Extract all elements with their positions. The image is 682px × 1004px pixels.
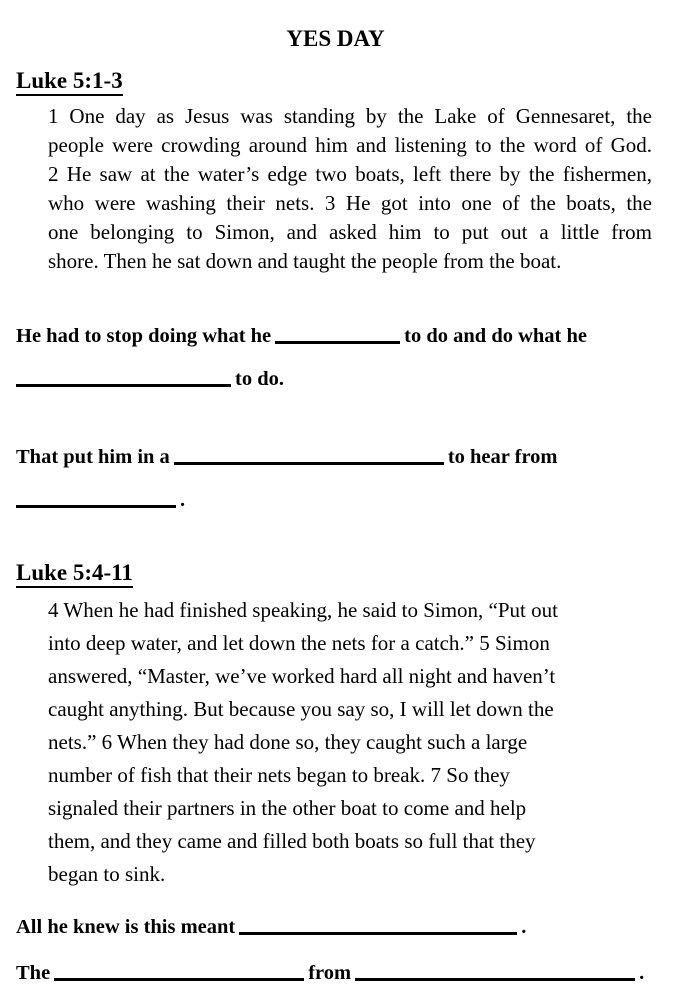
page-title: YES DAY bbox=[286, 26, 385, 51]
passage-line: one belonging to Simon, and asked him to put out a little from bbox=[48, 220, 652, 244]
passage-line: people were crowding around him and listening to the word of God. bbox=[48, 133, 652, 157]
question-3-line-1 bbox=[16, 913, 655, 942]
passage-line: began to sink. bbox=[48, 862, 166, 886]
question-1-text-3: to do. bbox=[235, 368, 284, 390]
question-2-line-2 bbox=[16, 486, 655, 515]
passage-line: number of fish that their nets began to break. 7 So they bbox=[48, 763, 510, 787]
section-heading-text: Luke 5:1-3 bbox=[16, 69, 123, 96]
passage-line: them, and they came and filled both boats so full that they bbox=[48, 829, 536, 853]
passage-line: signaled their partners in the other boat to come and help bbox=[48, 796, 527, 820]
question-4-blank-2 bbox=[355, 974, 635, 981]
passage-line: answered, “Master, we’ve worked hard all night and haven’t bbox=[48, 664, 556, 688]
passage-luke-5-4-11 bbox=[48, 594, 652, 891]
question-1-text-1: He had to stop doing what he bbox=[16, 325, 272, 347]
question-2-text-3: . bbox=[180, 489, 186, 511]
question-1-text-2: to do and do what he bbox=[404, 325, 588, 347]
passage-line: into deep water, and let down the nets for a catch.” 5 Simon bbox=[48, 631, 550, 655]
question-2-blank-1 bbox=[174, 458, 444, 465]
question-2 bbox=[16, 443, 655, 515]
question-2-blank-2 bbox=[16, 501, 176, 508]
question-1 bbox=[16, 322, 655, 394]
passage-luke-5-1-3 bbox=[48, 102, 652, 276]
question-1-line-2 bbox=[16, 365, 655, 394]
question-2-text-1: That put him in a bbox=[16, 446, 170, 468]
question-1-blank-2 bbox=[16, 380, 231, 387]
question-3-text-2: . bbox=[521, 916, 527, 938]
question-2-line-1 bbox=[16, 443, 655, 472]
section-heading-luke-5-4-11 bbox=[16, 561, 655, 588]
question-1-blank-1 bbox=[275, 337, 400, 344]
question-4-text-1: The bbox=[16, 962, 51, 984]
question-4 bbox=[16, 959, 655, 988]
passage-line: 4 When he had finished speaking, he said to Simon, “Put out bbox=[48, 598, 558, 622]
question-4-line-1 bbox=[16, 959, 655, 988]
section-heading-luke-5-1-3 bbox=[16, 69, 655, 96]
question-4-blank-1 bbox=[54, 974, 304, 981]
question-3 bbox=[16, 913, 655, 942]
question-2-text-2: to hear from bbox=[447, 446, 558, 468]
question-1-line-1 bbox=[16, 322, 655, 351]
question-4-text-3: . bbox=[639, 962, 645, 984]
question-3-blank-1 bbox=[239, 928, 517, 935]
passage-line: 2 He saw at the water’s edge two boats, left there by the fishermen, bbox=[48, 162, 652, 186]
passage-line: shore. Then he sat down and taught the people from the boat. bbox=[48, 249, 562, 273]
passage-line: caught anything. But because you say so, I will let down the bbox=[48, 697, 554, 721]
question-3-text-1: All he knew is this meant bbox=[16, 916, 236, 938]
section-heading-text: Luke 5:4-11 bbox=[16, 561, 133, 588]
passage-line: nets.” 6 When they had done so, they caught such a large bbox=[48, 730, 528, 754]
passage-line: 1 One day as Jesus was standing by the Lake of Gennesaret, the bbox=[48, 104, 652, 128]
question-4-text-2: from bbox=[308, 962, 352, 984]
passage-line: who were washing their nets. 3 He got into one of the boats, the bbox=[48, 191, 652, 215]
